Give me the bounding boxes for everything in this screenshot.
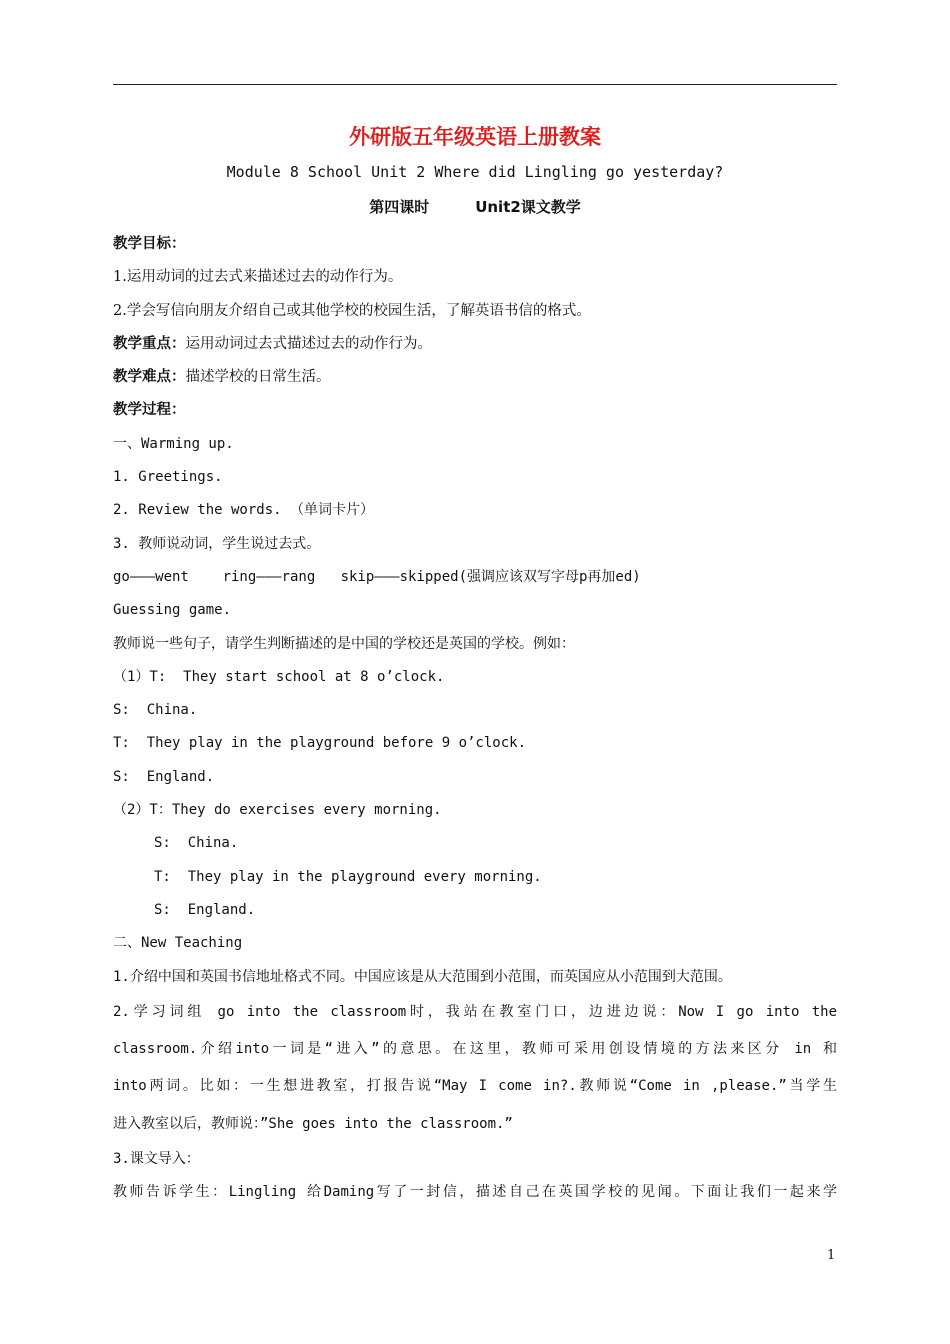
document-title: 外研版五年级英语上册教案: [349, 125, 601, 149]
key-point: [113, 328, 837, 361]
teaching-paragraph: 1.介绍中国和英国书信地址格式不同。中国应该是从大范围到小范围，而英国应从小范围到大范围。: [113, 968, 732, 985]
header-rule: [113, 84, 837, 85]
warmup-item: S: China.: [113, 702, 198, 719]
difficulty: [113, 361, 837, 394]
warmup-item: 2. Review the words. （单词卡片）: [113, 502, 375, 519]
warmup-item: 教师说一些句子，请学生判断描述的是中国的学校还是英国的学校。例如：: [113, 635, 575, 652]
teaching-paragraph-line: classroom.介绍into一词是“进入”的意思。在这里，教师可采用创设情境的方法来区分 in 和: [113, 1041, 837, 1058]
teaching-paragraph: 3.课文导入：: [113, 1151, 200, 1168]
warmup-indented-item: S: China.: [154, 835, 239, 852]
lesson-heading: [0, 196, 950, 217]
warmup-item: S: England.: [113, 768, 215, 785]
teaching-paragraph: 教师告诉学生：Lingling 给Daming写了一封信，描述自己在英国学校的见闻。下面让我们一起来学: [113, 1184, 837, 1201]
warmup-item: （2）T：They do exercises every morning.: [113, 802, 442, 819]
warmup-item: go———went ring———rang skip———skipped(强调应该双写字母p再加ed): [113, 568, 641, 585]
warmup-indented-item: S: England.: [154, 901, 256, 918]
goals-heading: 教学目标：: [113, 236, 186, 252]
warmup-item: T: They play in the playground before 9 o’clock.: [113, 735, 527, 752]
lesson-period: 第四课时: [369, 198, 430, 216]
key-point-text: 运用动词过去式描述过去的动作行为。: [185, 335, 432, 352]
warmup-item: Guessing game.: [113, 602, 232, 619]
difficulty-text: 描述学校的日常生活。: [185, 369, 331, 386]
goal-item: 1.运用动词的过去式来描述过去的动作行为。: [113, 269, 403, 286]
teaching-paragraph-line: 2.学习词组 go into the classroom时，我站在教室门口，边进边说：Now I go into the: [113, 1003, 837, 1020]
warmup-heading: 一、Warming up.: [113, 435, 234, 452]
key-point-label: 教学重点：: [113, 335, 186, 352]
page-number: 1: [827, 1248, 836, 1263]
warmup-indented-item: T: They play in the playground every morning.: [154, 868, 542, 885]
warmup-item: 1. Greetings.: [113, 469, 223, 486]
warmup-item: （1）T: They start school at 8 o’clock.: [113, 668, 445, 685]
warmup-item: 3. 教师说动词，学生说过去式。: [113, 535, 321, 552]
document-body: [113, 228, 837, 1210]
teaching-heading: 二、New Teaching: [113, 935, 243, 952]
teaching-paragraph-line: into两词。比如：一生想进教室，打报告说“May I come in?.教师说“Come in ,please.”当学生: [113, 1078, 837, 1095]
lesson-topic: Unit2课文教学: [475, 198, 581, 216]
difficulty-label: 教学难点：: [113, 369, 186, 386]
process-heading: 教学过程：: [113, 402, 186, 419]
teaching-paragraph-line: 进入教室以后，教师说：”She goes into the classroom.”: [113, 1115, 513, 1132]
goal-item: 2.学会写信向朋友介绍自己或其他学校的校园生活，了解英语书信的格式。: [113, 302, 591, 319]
document-subtitle: Module 8 School Unit 2 Where did Lingling go yesterday?: [226, 163, 724, 181]
